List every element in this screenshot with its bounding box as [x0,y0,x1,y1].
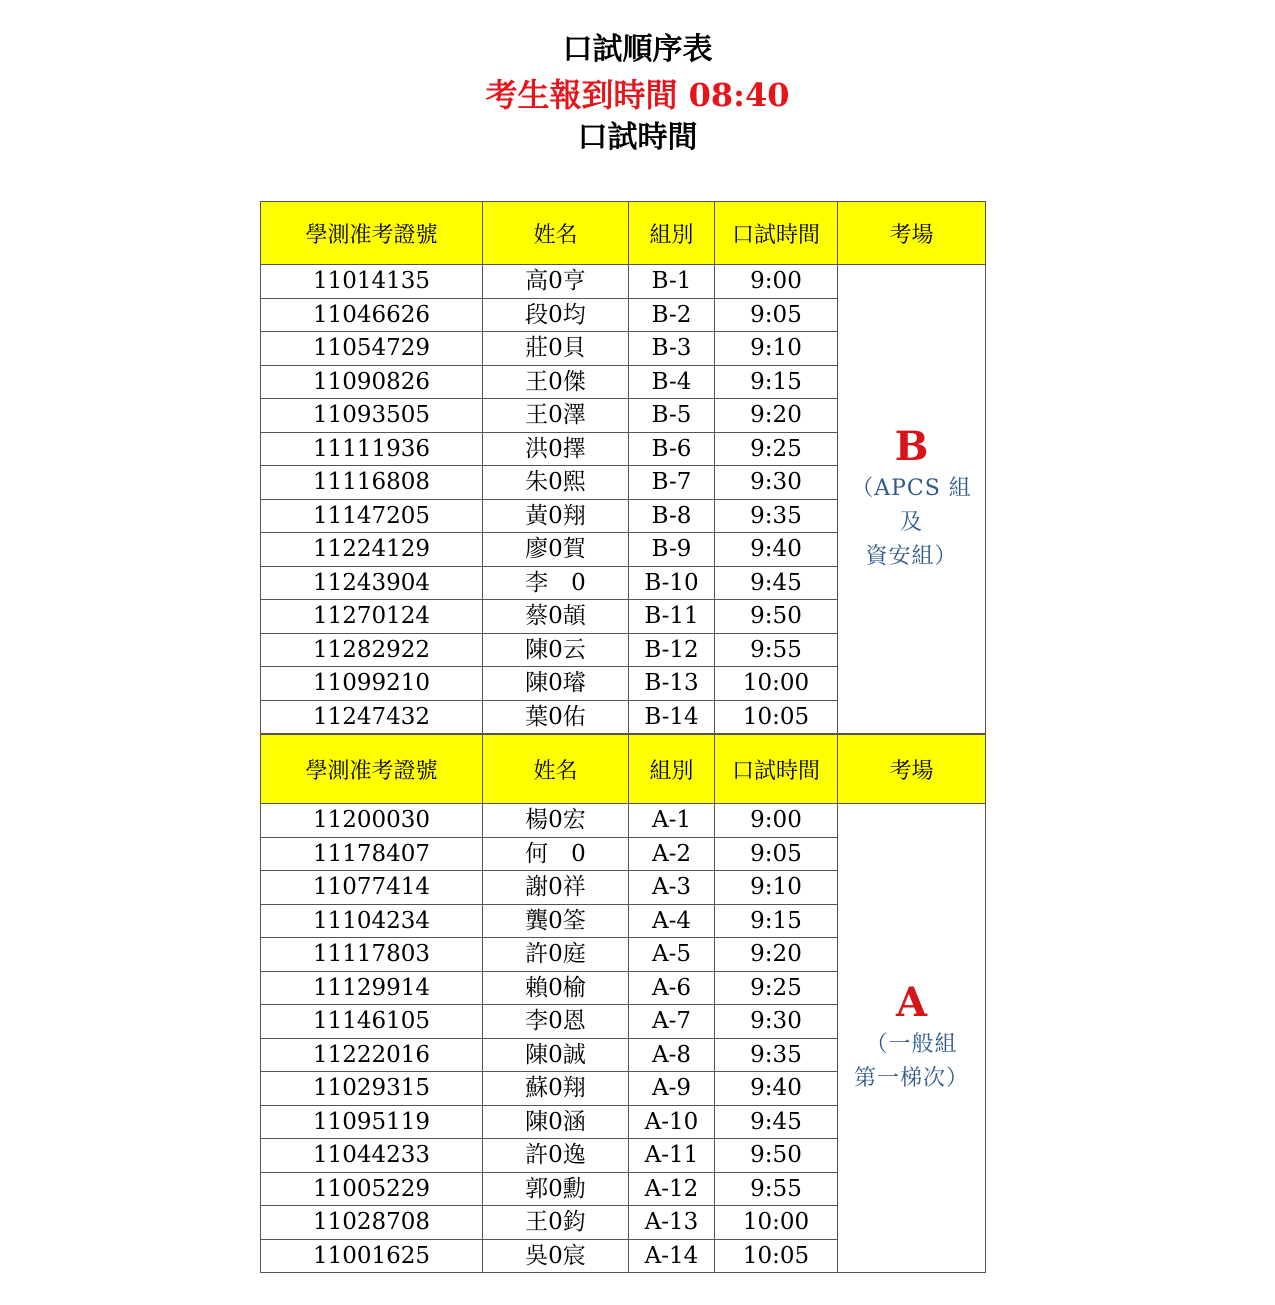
table-row [261,265,986,299]
student-name-cell: 王0澤 [483,399,629,433]
student-name-cell: 洪0擇 [483,432,629,466]
group-code-cell: B-4 [629,365,715,399]
student-name-cell: 廖0賀 [483,533,629,567]
group-code-cell: B-2 [629,298,715,332]
exam-id-cell: 11243904 [261,566,483,600]
column-header-group: 組別 [629,735,715,804]
student-name-cell: 謝0祥 [483,871,629,905]
exam-time-cell: 9:25 [715,971,838,1005]
exam-time-cell: 9:05 [715,837,838,871]
table-body-b [261,265,986,734]
exam-id-cell: 11090826 [261,365,483,399]
room-note-line1: （一般組 [865,1032,958,1057]
exam-time-cell: 9:55 [715,1172,838,1206]
exam-time-cell: 9:10 [715,332,838,366]
student-name-cell: 李 0 [483,566,629,600]
group-code-cell: A-3 [629,871,715,905]
student-name-cell: 葉0佑 [483,700,629,734]
column-header-room: 考場 [838,735,986,804]
table-header-row [261,202,986,265]
exam-time-cell: 9:45 [715,566,838,600]
exam-time-heading: 口試時間 [577,120,698,155]
exam-id-cell: 11014135 [261,265,483,299]
exam-time-cell: 9:00 [715,265,838,299]
group-code-cell: B-5 [629,399,715,433]
group-code-cell: A-6 [629,971,715,1005]
group-code-cell: A-8 [629,1038,715,1072]
exam-id-cell: 11178407 [261,837,483,871]
table-row [261,804,986,838]
checkin-time-heading: 考生報到時間 08:40 [485,76,790,114]
exam-id-cell: 11222016 [261,1038,483,1072]
student-name-cell: 何 0 [483,837,629,871]
student-name-cell: 朱0熙 [483,466,629,500]
exam-id-cell: 11028708 [261,1206,483,1240]
exam-time-cell: 9:35 [715,1038,838,1072]
group-code-cell: B-10 [629,566,715,600]
group-code-cell: B-13 [629,667,715,701]
group-code-cell: B-6 [629,432,715,466]
student-name-cell: 蔡0頡 [483,600,629,634]
exam-time-cell: 10:05 [715,1239,838,1273]
exam-id-cell: 11029315 [261,1072,483,1106]
student-name-cell: 王0鈞 [483,1206,629,1240]
exam-room-cell [838,804,986,1273]
exam-time-cell: 10:00 [715,667,838,701]
group-code-cell: A-10 [629,1105,715,1139]
column-header-group: 組別 [629,202,715,265]
room-letter: B [894,423,929,470]
exam-id-cell: 11117803 [261,938,483,972]
exam-id-cell: 11099210 [261,667,483,701]
room-note-line2: 第一梯次） [853,1066,969,1091]
column-header-time: 口試時間 [715,735,838,804]
group-code-cell: B-11 [629,600,715,634]
exam-time-cell: 9:20 [715,399,838,433]
room-note-line2: 資安組） [865,544,958,569]
group-code-cell: B-8 [629,499,715,533]
exam-time-cell: 9:30 [715,466,838,500]
student-name-cell: 王0傑 [483,365,629,399]
exam-id-cell: 11270124 [261,600,483,634]
group-code-cell: B-12 [629,633,715,667]
student-name-cell: 黃0翔 [483,499,629,533]
group-code-cell: A-7 [629,1005,715,1039]
group-code-cell: A-1 [629,804,715,838]
group-code-cell: A-2 [629,837,715,871]
exam-id-cell: 11200030 [261,804,483,838]
exam-time-cell: 9:40 [715,533,838,567]
group-code-cell: A-14 [629,1239,715,1273]
exam-id-cell: 11001625 [261,1239,483,1273]
exam-id-cell: 11046626 [261,298,483,332]
table-body-a [261,804,986,1273]
room-note-line1: （APCS 組及 [851,476,972,535]
exam-time-cell: 9:55 [715,633,838,667]
student-name-cell: 李0恩 [483,1005,629,1039]
group-code-cell: B-14 [629,700,715,734]
group-code-cell: A-12 [629,1172,715,1206]
exam-time-cell: 9:00 [715,804,838,838]
exam-time-cell: 9:15 [715,904,838,938]
exam-id-cell: 11104234 [261,904,483,938]
exam-room-cell [838,265,986,734]
student-name-cell: 楊0宏 [483,804,629,838]
exam-id-cell: 11224129 [261,533,483,567]
group-code-cell: B-3 [629,332,715,366]
student-name-cell: 許0庭 [483,938,629,972]
exam-id-cell: 11247432 [261,700,483,734]
exam-time-cell: 9:40 [715,1072,838,1106]
exam-time-cell: 9:30 [715,1005,838,1039]
group-code-cell: A-9 [629,1072,715,1106]
exam-time-cell: 10:05 [715,700,838,734]
table-header-row [261,735,986,804]
exam-time-cell: 9:35 [715,499,838,533]
room-letter: A [895,979,928,1026]
group-code-cell: A-11 [629,1139,715,1173]
exam-id-cell: 11093505 [261,399,483,433]
student-name-cell: 陳0涵 [483,1105,629,1139]
exam-time-cell: 9:05 [715,298,838,332]
exam-id-cell: 11146105 [261,1005,483,1039]
group-code-cell: A-13 [629,1206,715,1240]
exam-id-cell: 11095119 [261,1105,483,1139]
column-header-id: 學測准考證號 [261,202,483,265]
student-name-cell: 高0亨 [483,265,629,299]
column-header-room: 考場 [838,202,986,265]
exam-id-cell: 11147205 [261,499,483,533]
student-name-cell: 陳0云 [483,633,629,667]
column-header-id: 學測准考證號 [261,735,483,804]
column-header-name: 姓名 [483,735,629,804]
column-header-name: 姓名 [483,202,629,265]
exam-id-cell: 11129914 [261,971,483,1005]
exam-time-cell: 9:25 [715,432,838,466]
student-name-cell: 龔0筌 [483,904,629,938]
student-name-cell: 許0逸 [483,1139,629,1173]
exam-time-cell: 9:45 [715,1105,838,1139]
exam-time-cell: 9:50 [715,1139,838,1173]
exam-id-cell: 11044233 [261,1139,483,1173]
exam-id-cell: 11282922 [261,633,483,667]
group-code-cell: B-1 [629,265,715,299]
exam-id-cell: 11077414 [261,871,483,905]
exam-time-cell: 9:15 [715,365,838,399]
student-name-cell: 郭0勳 [483,1172,629,1206]
exam-id-cell: 11005229 [261,1172,483,1206]
exam-id-cell: 11116808 [261,466,483,500]
schedule-table-a [260,734,986,1273]
exam-time-cell: 9:10 [715,871,838,905]
student-name-cell: 陳0誠 [483,1038,629,1072]
exam-time-cell: 9:50 [715,600,838,634]
student-name-cell: 段0均 [483,298,629,332]
group-code-cell: B-9 [629,533,715,567]
exam-time-cell: 10:00 [715,1206,838,1240]
student-name-cell: 莊0貝 [483,332,629,366]
column-header-time: 口試時間 [715,202,838,265]
group-code-cell: A-5 [629,938,715,972]
student-name-cell: 陳0璿 [483,667,629,701]
group-code-cell: A-4 [629,904,715,938]
student-name-cell: 蘇0翔 [483,1072,629,1106]
exam-time-cell: 9:20 [715,938,838,972]
group-code-cell: B-7 [629,466,715,500]
student-name-cell: 賴0榆 [483,971,629,1005]
exam-id-cell: 11111936 [261,432,483,466]
student-name-cell: 吳0宸 [483,1239,629,1273]
exam-id-cell: 11054729 [261,332,483,366]
page-title: 口試順序表 [562,32,713,67]
schedule-table-b [260,201,986,734]
